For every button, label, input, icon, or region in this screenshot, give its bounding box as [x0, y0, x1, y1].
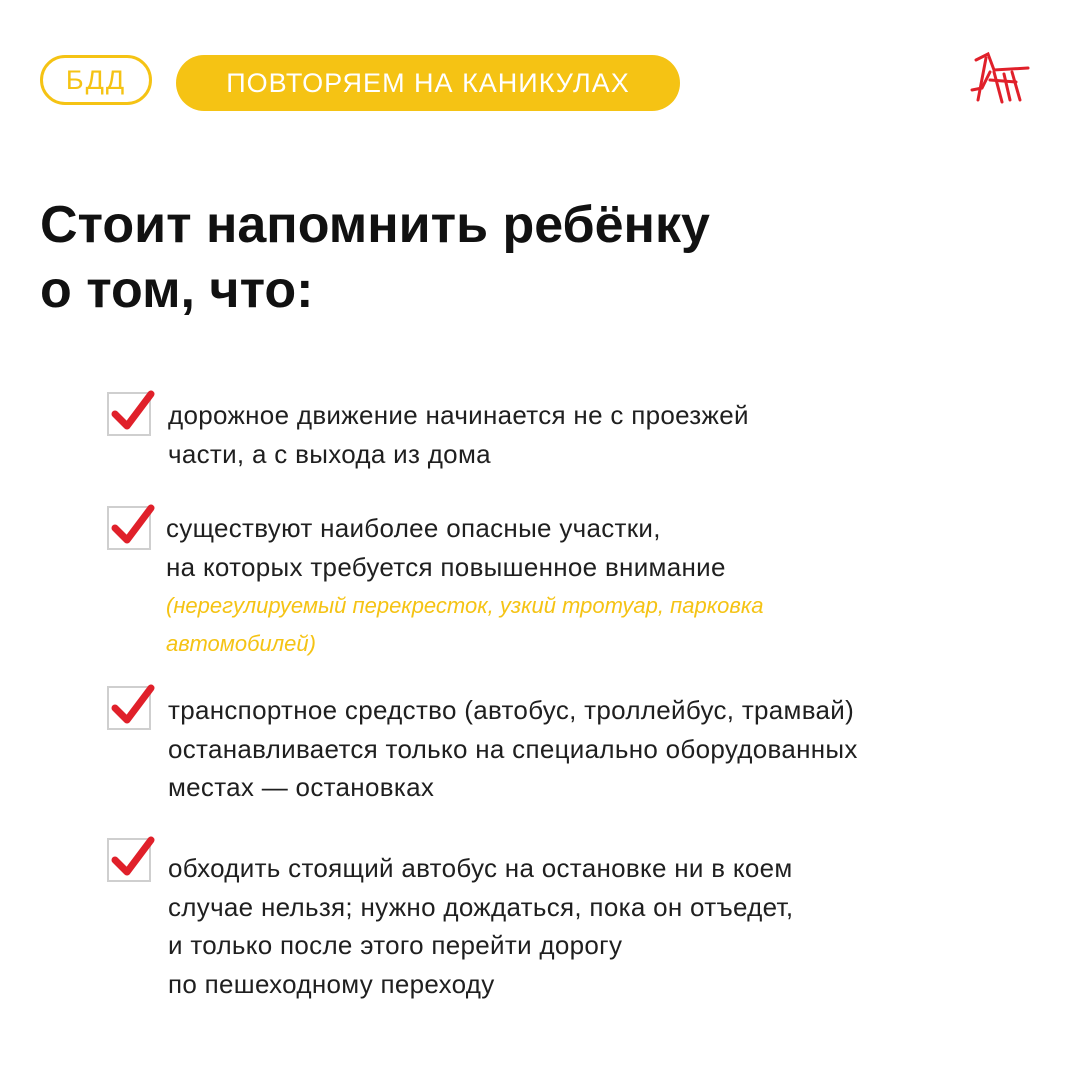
checkbox-3: [107, 686, 151, 730]
list-item-4-text: обходить стоящий автобус на остановке ни в коем случае нельзя; нужно дождаться, пока он отъедет, и только после этого перейти дорогу по пешеходному переходу: [168, 853, 794, 999]
checkmark-icon: [109, 834, 155, 880]
list-item-2-text: существуют наиболее опасные участки, на которых требуется повышенное внимание: [166, 513, 726, 582]
title-line-2: о том, что:: [40, 261, 314, 319]
checkbox-4: [107, 838, 151, 882]
list-item-3-text: транспортное средство (автобус, троллейбус, трамвай) останавливается только на специально оборудованных местах — остановках: [168, 695, 858, 802]
topic-tag: ПОВТОРЯЕМ НА КАНИКУЛАХ: [176, 55, 680, 111]
title-line-1: Стоит напомнить ребёнку: [40, 196, 710, 254]
list-item-2-note: (нерегулируемый перекресток, узкий тротуар, парковка автомобилей): [166, 593, 764, 656]
checkbox-2: [107, 506, 151, 550]
checkmark-icon: [109, 388, 155, 434]
pedestrian-crossing-logo-icon: [968, 50, 1034, 108]
list-item-1-text: дорожное движение начинается не с проезжей части, а с выхода из дома: [168, 400, 749, 469]
checkmark-icon: [109, 682, 155, 728]
checkbox-1: [107, 392, 151, 436]
page-title: [40, 193, 710, 323]
checkmark-icon: [109, 502, 155, 548]
category-tag: БДД: [40, 55, 152, 105]
